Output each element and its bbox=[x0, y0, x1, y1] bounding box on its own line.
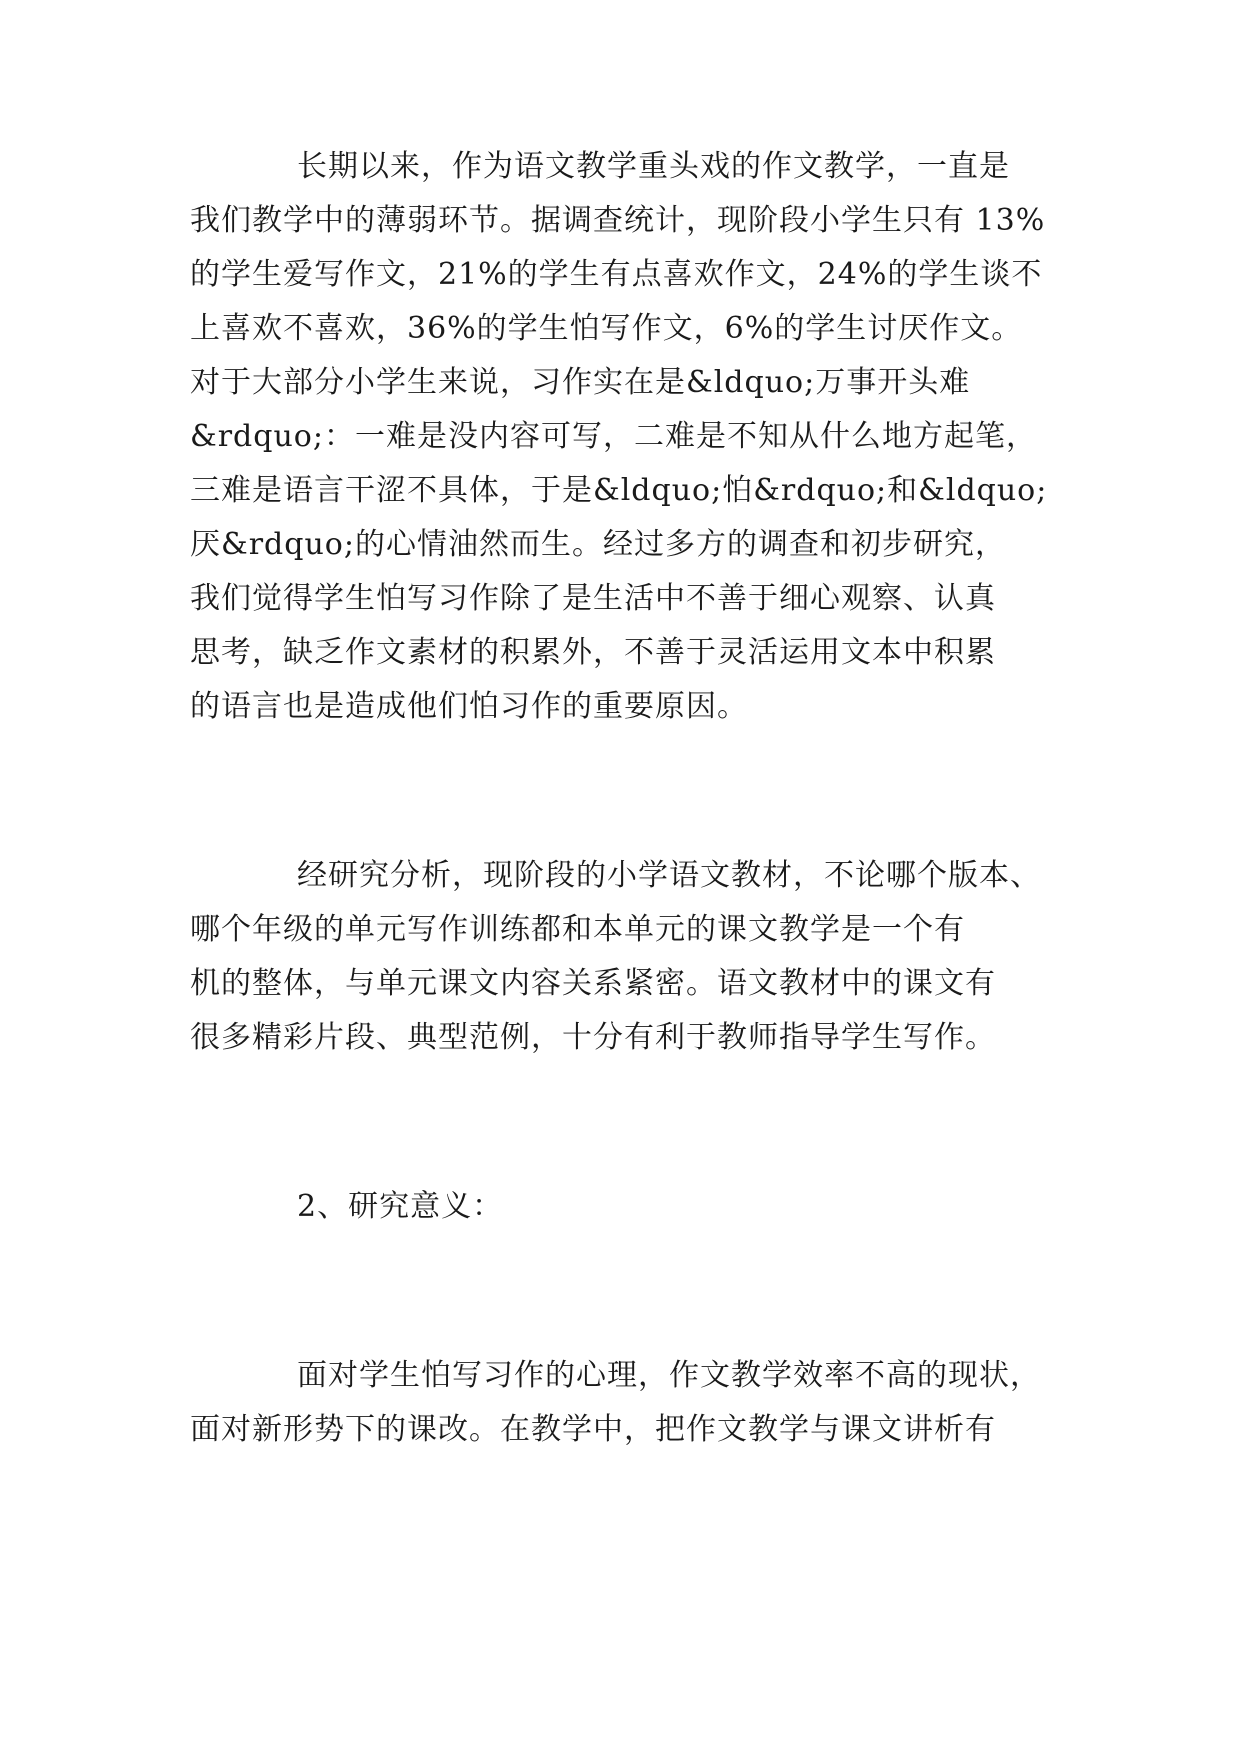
paragraph-1-line-6: &rdquo;：一难是没内容可写，二难是不知从什么地方起笔， bbox=[190, 419, 1037, 454]
paragraph-1-line-7: 三难是语言干涩不具体，于是&ldquo;怕&rdquo;和&ldquo; bbox=[190, 473, 1048, 508]
paragraph-3-line-1: 面对学生怕写习作的心理，作文教学效率不高的现状， bbox=[297, 1358, 1041, 1393]
paragraph-1-line-2: 我们教学中的薄弱环节。据调查统计，现阶段小学生只有 13% bbox=[190, 203, 1046, 238]
paragraph-2-line-3: 机的整体，与单元课文内容关系紧密。语文教材中的课文有 bbox=[190, 966, 996, 1001]
paragraph-1-line-10: 思考，缺乏作文素材的积累外，不善于灵活运用文本中积累 bbox=[190, 635, 996, 670]
section-heading: 2、研究意义： bbox=[297, 1189, 504, 1224]
paragraph-2-line-4: 很多精彩片段、典型范例，十分有利于教师指导学生写作。 bbox=[190, 1020, 996, 1055]
paragraph-1-line-5: 对于大部分小学生来说，习作实在是&ldquo;万事开头难 bbox=[190, 365, 971, 400]
paragraph-1-line-9: 我们觉得学生怕写习作除了是生活中不善于细心观察、认真 bbox=[190, 581, 996, 616]
paragraph-1-line-4: 上喜欢不喜欢，36%的学生怕写作文，6%的学生讨厌作文。 bbox=[190, 311, 1023, 346]
paragraph-2-line-1: 经研究分析，现阶段的小学语文教材，不论哪个版本、 bbox=[297, 858, 1041, 893]
paragraph-2-line-2: 哪个年级的单元写作训练都和本单元的课文教学是一个有 bbox=[190, 912, 965, 947]
paragraph-1-line-1: 长期以来，作为语文教学重头戏的作文教学，一直是 bbox=[297, 149, 1010, 184]
paragraph-1-line-3: 的学生爱写作文，21%的学生有点喜欢作文，24%的学生谈不 bbox=[190, 257, 1043, 292]
paragraph-3-line-2: 面对新形势下的课改。在教学中，把作文教学与课文讲析有 bbox=[190, 1412, 996, 1447]
paragraph-1-line-8: 厌&rdquo;的心情油然而生。经过多方的调查和初步研究， bbox=[190, 527, 1006, 562]
paragraph-1-line-11: 的语言也是造成他们怕习作的重要原因。 bbox=[190, 689, 748, 724]
